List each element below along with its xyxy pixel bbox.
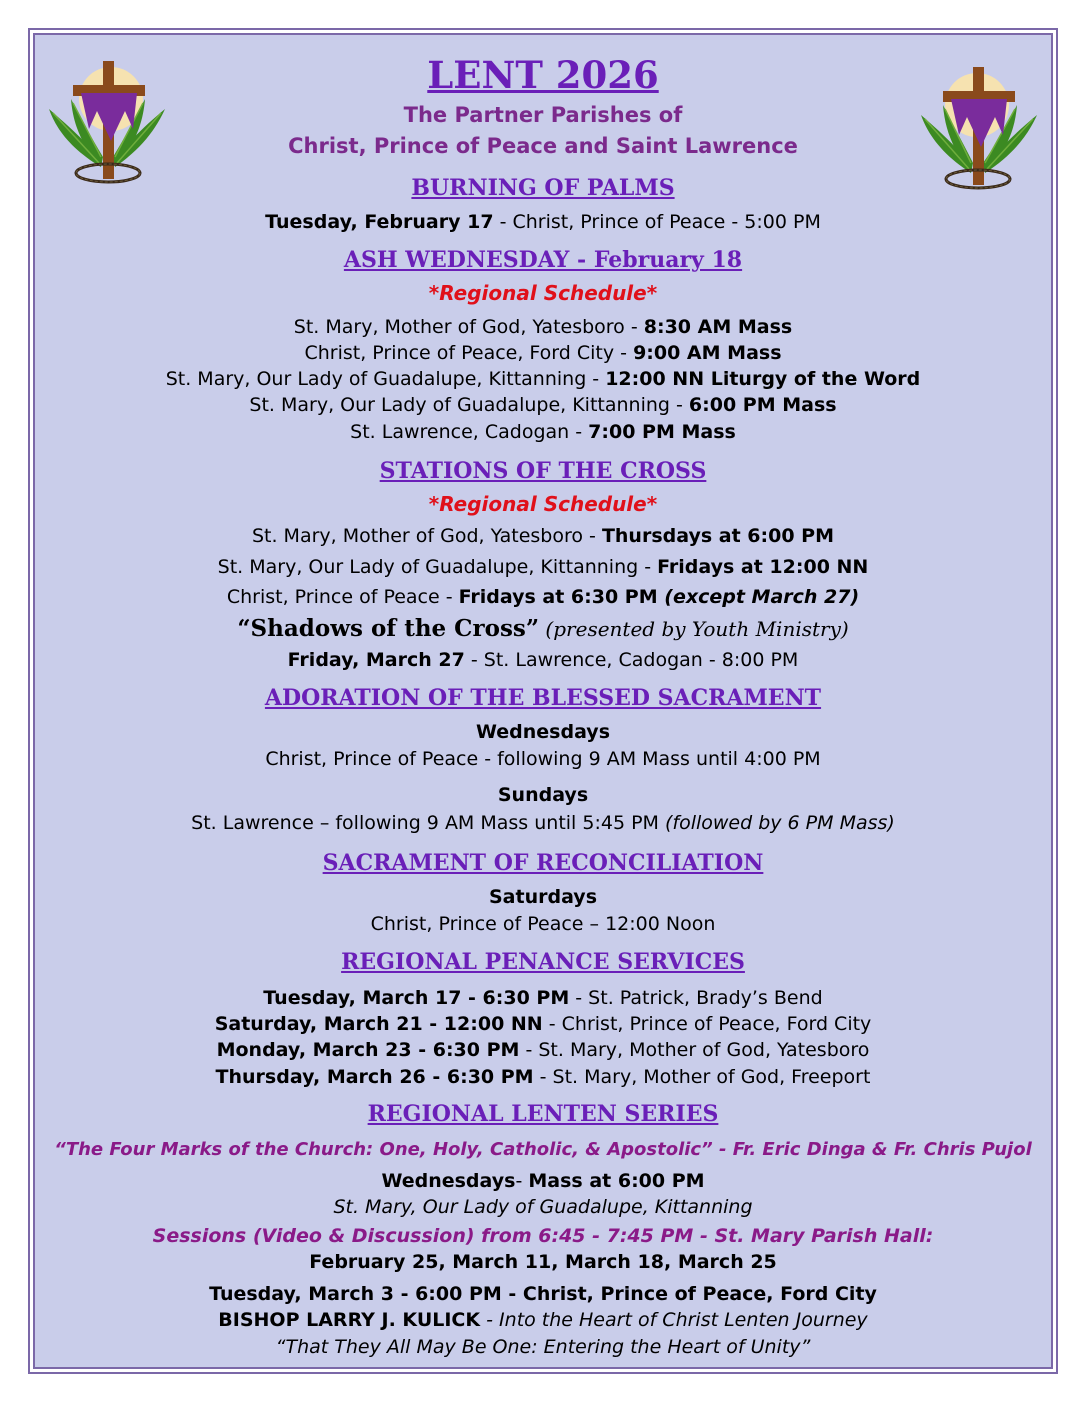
adoration-line-1: Christ, Prince of Peace - following 9 AM Mass until 4:00 PM — [265, 748, 821, 770]
ash-wednesday-heading: ASH WEDNESDAY - February 18 — [343, 247, 743, 273]
adoration-line-2: St. Lawrence – following 9 AM Mass until 5:45 PM (followed by 6 PM Mass) — [191, 812, 895, 834]
reconciliation-heading: SACRAMENT OF RECONCILIATION — [322, 850, 764, 876]
penance-row: Saturday, March 21 - 12:00 NN - Christ, Prince of Peace, Ford City — [214, 1013, 872, 1035]
penance-row: Monday, March 23 - 6:30 PM - St. Mary, Mother of God, Yatesboro — [216, 1039, 870, 1061]
subtitle-line-1: The Partner Parishes of — [403, 103, 683, 127]
burning-heading: BURNING OF PALMS — [411, 175, 675, 201]
series-closing: “That They All May Be One: Entering the Heart of Unity” — [275, 1336, 811, 1358]
shadows-title-line — [35, 615, 1051, 642]
subtitle-line-2: Christ, Prince of Peace and Saint Lawrence — [288, 134, 798, 158]
burning-date: Tuesday, February 17 — [265, 211, 494, 233]
series-heading: REGIONAL LENTEN SERIES — [367, 1101, 719, 1127]
page-title: LENT 2026 — [427, 53, 659, 97]
burning-line — [35, 211, 1051, 233]
burning-detail: - Christ, Prince of Peace - 5:00 PM — [493, 211, 821, 233]
ash-row: Christ, Prince of Peace, Ford City - 9:00 AM Mass — [304, 342, 782, 364]
penance-row: Thursday, March 26 - 6:30 PM - St. Mary, Mother of God, Freeport — [215, 1066, 871, 1088]
shadows-date-line: Friday, March 27 - St. Lawrence, Cadogan - 8:00 PM — [287, 649, 799, 671]
penance-row: Tuesday, March 17 - 6:30 PM - St. Patrick, Brady’s Bend — [263, 987, 823, 1009]
series-sessions: Sessions (Video & Discussion) from 6:45 - 7:45 PM - St. Mary Parish Hall: — [152, 1225, 934, 1247]
stations-regional-label: *Regional Schedule* — [428, 492, 658, 516]
ash-row: St. Lawrence, Cadogan - 7:00 PM Mass — [350, 421, 736, 443]
ash-regional-label: *Regional Schedule* — [428, 281, 658, 305]
series-dates: February 25, March 11, March 18, March 25 — [309, 1251, 777, 1273]
stations-row: St. Mary, Mother of God, Yatesboro - Thursdays at 6:00 PM — [251, 525, 835, 547]
series-bishop-line: BISHOP LARRY J. KULICK - Into the Heart of Christ Lenten Journey — [218, 1309, 868, 1331]
page-border — [28, 28, 1058, 1374]
series-tuesday: Tuesday, March 3 - 6:00 PM - Christ, Prince of Peace, Ford City — [209, 1283, 877, 1305]
adoration-day-2: Sundays — [497, 784, 589, 806]
series-wednesday-line: Wednesdays- Mass at 6:00 PM — [381, 1170, 705, 1192]
page-panel — [33, 33, 1053, 1369]
ash-row: St. Mary, Mother of God, Yatesboro - 8:30 AM Mass — [293, 316, 793, 338]
series-location: St. Mary, Our Lady of Guadalupe, Kittanning — [333, 1196, 753, 1218]
series-theme: “The Four Marks of the Church: One, Holy, Catholic, & Apostolic” - Fr. Eric Dinga & Fr. Chris Pujol — [54, 1139, 1032, 1160]
stations-row: St. Mary, Our Lady of Guadalupe, Kittanning - Fridays at 12:00 NN — [217, 556, 869, 578]
stations-row: Christ, Prince of Peace - Fridays at 6:30 PM (except March 27) — [226, 586, 860, 608]
reconciliation-day: Saturdays — [488, 886, 598, 908]
shadows-title: “Shadows of the Cross” — [237, 615, 540, 642]
penance-heading: REGIONAL PENANCE SERVICES — [341, 949, 745, 975]
ash-row: St. Mary, Our Lady of Guadalupe, Kittanning - 6:00 PM Mass — [249, 394, 837, 416]
adoration-day-1: Wednesdays — [475, 721, 611, 743]
stations-heading: STATIONS OF THE CROSS — [379, 458, 707, 484]
shadows-note: (presented by Youth Ministry) — [539, 617, 849, 641]
reconciliation-line: Christ, Prince of Peace – 12:00 Noon — [370, 913, 716, 935]
adoration-heading: ADORATION OF THE BLESSED SACRAMENT — [264, 685, 822, 711]
ash-row: St. Mary, Our Lady of Guadalupe, Kittanning - 12:00 NN Liturgy of the Word — [165, 368, 921, 390]
